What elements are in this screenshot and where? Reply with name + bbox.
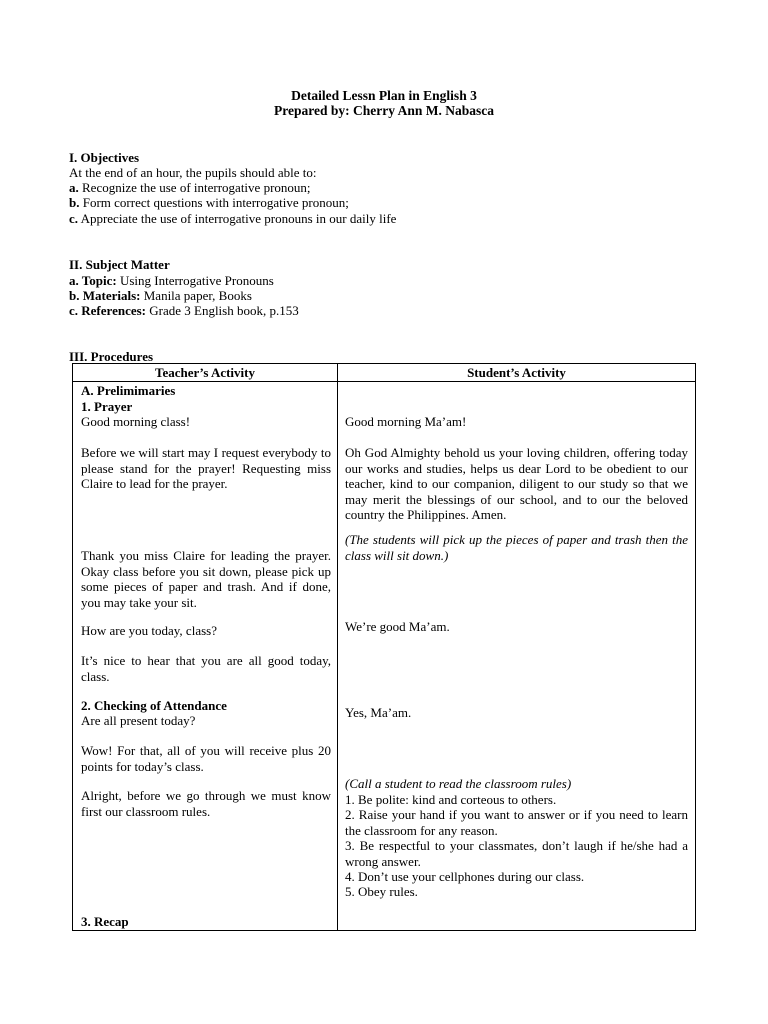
student-activity-cell (338, 382, 696, 931)
prayer-heading: 1. Prayer (81, 399, 133, 414)
subject-label: b. Materials: (69, 288, 141, 303)
student-yes-maam: Yes, Ma’am. (345, 705, 412, 720)
rule-item: 4. Don’t use your cellphones during our class. (345, 869, 585, 884)
subject-label: c. References: (69, 303, 146, 318)
recap-heading: 3. Recap (81, 914, 129, 929)
teacher-how-are-you: How are you today, class? (81, 623, 217, 638)
teacher-nice-to-hear: It’s nice to hear that you are all good today, class. (81, 653, 331, 684)
objective-marker: c. (69, 211, 79, 226)
objective-text: Form correct questions with interrogative pronoun; (79, 195, 349, 210)
subject-text: Manila paper, Books (140, 288, 252, 303)
teacher-activity-cell (73, 382, 338, 931)
objective-item (69, 195, 709, 211)
objectives-heading: I. Objectives (69, 150, 140, 165)
teacher-greeting: Good morning class! (81, 414, 191, 429)
subject-item (69, 303, 709, 319)
rule-item: 5. Obey rules. (345, 884, 418, 899)
student-call-rules-text: (Call a student to read the classroom rules) (345, 776, 572, 791)
teacher-all-present: Are all present today? (81, 713, 196, 728)
objective-text: Appreciate the use of interrogative pronouns in our daily life (78, 211, 397, 226)
objective-marker: b. (69, 195, 80, 210)
subject-item (69, 273, 709, 289)
attendance-heading: 2. Checking of Attendance (81, 698, 227, 713)
subject-text: Grade 3 English book, p.153 (146, 303, 299, 318)
objective-item (69, 180, 709, 196)
subject-text: Using Interrogative Pronouns (116, 273, 274, 288)
student-activity-header: Student’s Activity (338, 364, 696, 382)
teacher-request-prayer: Before we will start may I request everybody to please stand for the prayer! Requesting miss Claire to lead for the prayer. (81, 445, 331, 491)
teacher-rules-intro: Alright, before we go through we must know first our classroom rules. (81, 788, 331, 819)
procedures-heading: III. Procedures (69, 349, 154, 364)
objective-text: Recognize the use of interrogative pronoun; (78, 180, 311, 195)
subject-item (69, 288, 709, 304)
objectives-intro: At the end of an hour, the pupils should able to: (69, 165, 317, 180)
procedures-table (72, 363, 696, 931)
teacher-thanks: Thank you miss Claire for leading the prayer. Okay class before you sit down, please pick up some pieces of paper and trash. And if done, you may take your sit. (81, 548, 331, 610)
student-pick-up (345, 532, 688, 563)
rule-item: 3. Be respectful to your classmates, don’t laugh if he/she had a wrong answer. (345, 838, 688, 869)
teacher-activity-header: Teacher’s Activity (73, 364, 338, 382)
student-pick-up-text: (The students will pick up the pieces of paper and trash then the class will sit down.) (345, 532, 688, 563)
rule-item: 2. Raise your hand if you want to answer or if you need to learn the classroom for any reason. (345, 807, 688, 838)
student-prayer: Oh God Almighty behold us your loving children, offering today our works and studies, helps us dear Lord to be obedient to our teacher, kind to our companion, diligent to our study so that we may merit the blessings of our school, and to our the beloved country the Philippines. Amen. (345, 445, 688, 522)
prepared-by: Prepared by: Cherry Ann M. Nabasca (274, 103, 494, 118)
rule-item: 1. Be polite: kind and corteous to others. (345, 792, 557, 807)
subject-matter-heading: II. Subject Matter (69, 257, 170, 272)
objective-item (69, 211, 709, 227)
student-call-rules (345, 776, 688, 792)
preliminaries-heading: A. Prelimimaries (81, 383, 176, 398)
objective-marker: a. (69, 180, 79, 195)
student-greeting: Good morning Ma’am! (345, 414, 467, 429)
document-title: Detailed Lessn Plan in English 3 (291, 88, 477, 103)
subject-label: a. Topic: (69, 273, 117, 288)
student-were-good: We’re good Ma’am. (345, 619, 450, 634)
teacher-points: Wow! For that, all of you will receive plus 20 points for today’s class. (81, 743, 331, 774)
